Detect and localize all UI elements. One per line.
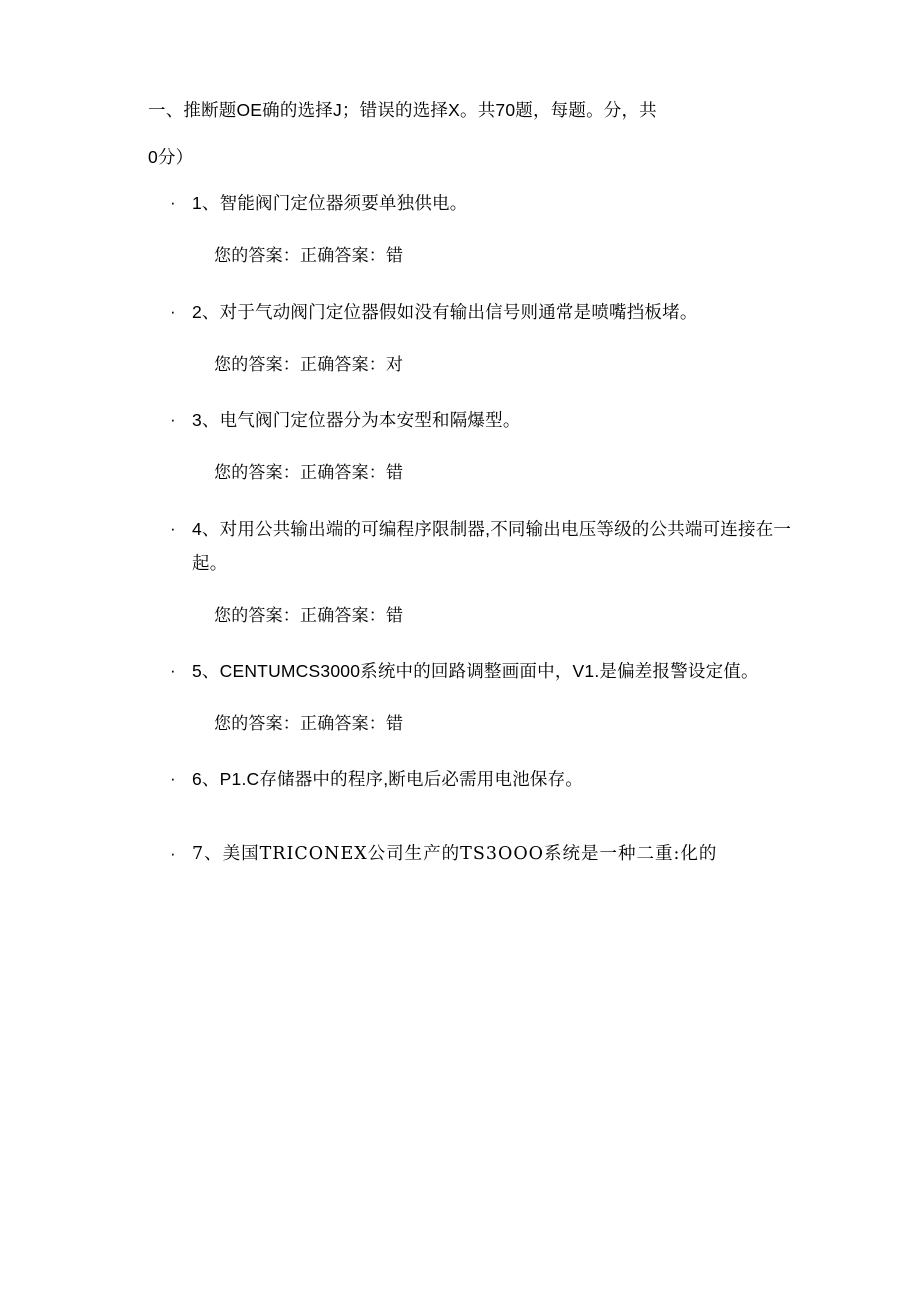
bullet-icon: · bbox=[170, 843, 176, 863]
bullet-icon: · bbox=[170, 193, 176, 213]
question-text: 7、美国TRICONEX公司生产的TS3OOO系统是一种二重:化的 bbox=[192, 843, 718, 864]
question-text: 5、CENTUMCS3000系统中的回路调整画面中，V1.是偏差报警设定值。 bbox=[192, 661, 759, 682]
section-heading bbox=[148, 95, 815, 172]
list-item bbox=[148, 295, 815, 381]
question-list bbox=[148, 186, 815, 870]
question-answer: 您的答案：正确答案：错 bbox=[214, 605, 404, 625]
bullet-icon: · bbox=[170, 518, 176, 538]
question-answer: 您的答案：正确答案：错 bbox=[214, 714, 404, 734]
list-item bbox=[148, 186, 815, 272]
list-item bbox=[148, 762, 815, 796]
bullet-icon: · bbox=[170, 769, 176, 789]
question-text: 3、电气阀门定位器分为本安型和隔爆型。 bbox=[192, 410, 521, 431]
question-text: 1、智能阀门定位器须要单独供电。 bbox=[192, 193, 468, 214]
section-heading-line2: 0分） bbox=[148, 146, 194, 167]
question-answer: 您的答案：正确答案：对 bbox=[214, 354, 404, 374]
question-text: 4、对用公共输出端的可编程序限制器,不同输出电压等级的公共端可连接在一起。 bbox=[192, 518, 792, 573]
question-text: 6、P1.C存储器中的程序,断电后必需用电池保存。 bbox=[192, 769, 583, 790]
list-item bbox=[148, 403, 815, 489]
bullet-icon: · bbox=[170, 410, 176, 430]
section-heading-line1: 一、推断题OE确的选择J；错误的选择X。共70题，每题。分，共 bbox=[148, 100, 657, 120]
question-answer: 您的答案：正确答案：错 bbox=[214, 463, 404, 483]
bullet-icon: · bbox=[170, 661, 176, 681]
question-text: 2、对于气动阀门定位器假如没有输出信号则通常是喷嘴挡板堵。 bbox=[192, 301, 698, 322]
question-answer: 您的答案：正确答案：错 bbox=[214, 246, 404, 266]
list-item bbox=[148, 837, 815, 871]
bullet-icon: · bbox=[170, 301, 176, 321]
list-item bbox=[148, 512, 815, 633]
list-item bbox=[148, 654, 815, 740]
